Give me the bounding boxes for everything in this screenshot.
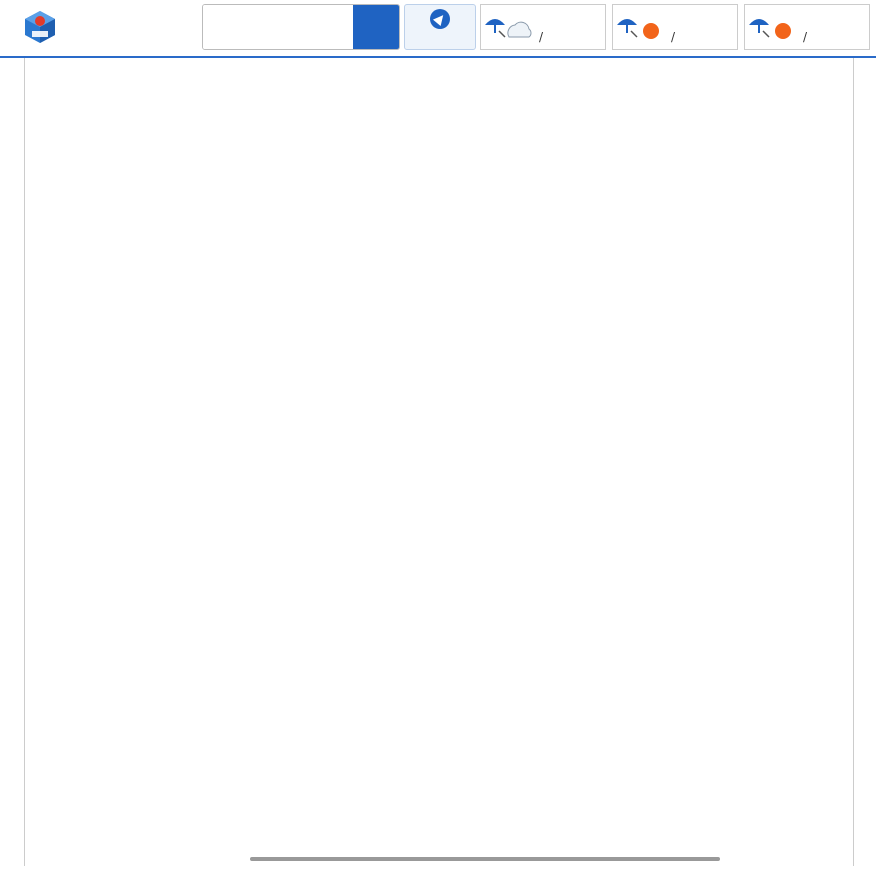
city-card[interactable] [744,4,870,50]
tenki-logo-icon [22,9,58,45]
city-temp: / [803,30,808,44]
rain-then-cloud-icon [483,11,533,45]
current-location-button[interactable] [404,4,476,50]
horizontal-scrollbar[interactable] [250,857,720,861]
rain-then-sun-icon [615,11,665,45]
header-divider [0,56,876,58]
city-card[interactable] [612,4,738,50]
table-border-right [853,58,854,866]
header [0,0,876,58]
search-box [202,4,400,50]
location-arrow-icon [430,9,450,29]
search-input[interactable] [203,5,353,49]
search-button[interactable] [353,5,400,49]
city-temp: / [671,30,676,44]
city-card[interactable] [480,4,606,50]
rain-then-sun-icon [747,11,797,45]
logo[interactable] [22,8,192,46]
city-temp: / [539,30,544,44]
table-border-left [24,58,25,866]
